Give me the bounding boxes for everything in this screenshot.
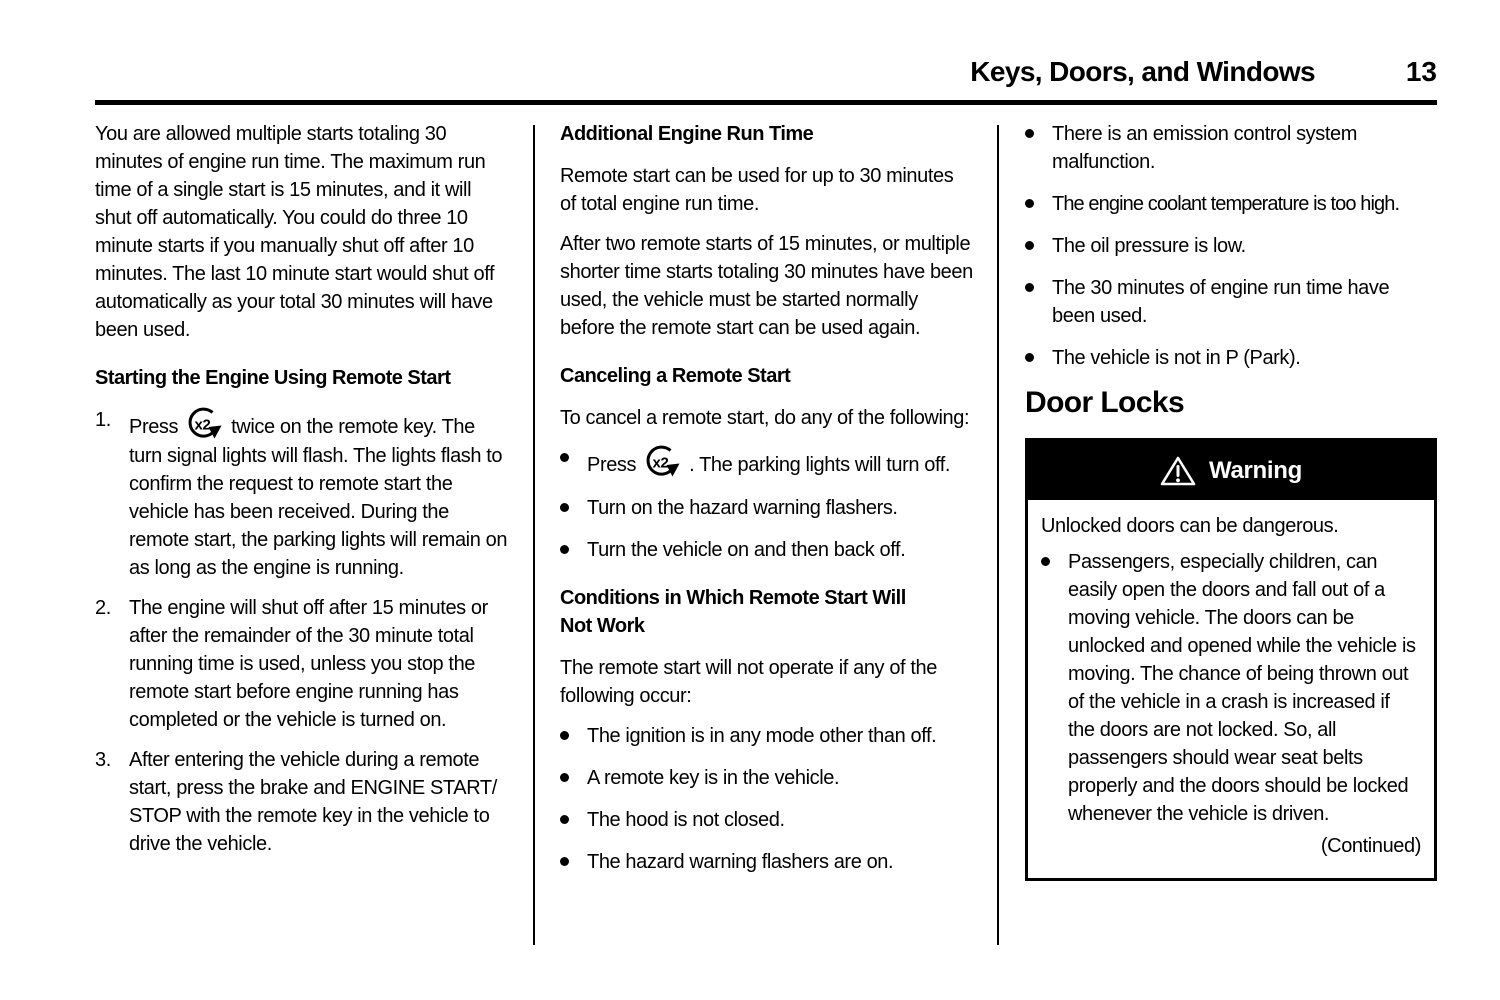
step-text: After entering the vehicle during a remote start, press the brake and ENGINE START/ STOP with the remote key in the vehicle to drive the vehicle. [129,749,497,855]
bullet-icon [560,815,569,824]
list-item [560,848,973,876]
column-divider [997,125,999,945]
warning-box [1025,438,1437,881]
list-item [560,806,973,834]
svg-text:x2: x2 [194,416,211,434]
bullet-text: There is an emission control system malfunction. [1052,123,1358,173]
paragraph: The remote start will not operate if any of the following occur: [560,657,937,707]
warning-triangle-icon [1160,455,1196,487]
list-item [1041,548,1421,828]
remote-start-x2-icon [642,444,684,480]
bullet-text: The oil pressure is low. [1052,235,1246,257]
numbered-step [95,594,510,734]
svg-text:x2: x2 [652,454,669,472]
list-item [560,444,973,480]
bullet-text: The vehicle is not in P (Park). [1052,347,1301,369]
step-text [129,406,510,582]
bullet-text: A remote key is in the vehicle. [587,767,840,789]
bullet-icon [560,731,569,740]
step-text: The engine will shut off after 15 minutes or after the remainder of the 30 minute total running time is used, unless you stop the remote start before engine running has completed or the vehicle is turned on. [129,597,488,731]
step-text-segment: twice on the remote key. The turn signal lights will flash. The lights flash to confirm the request to remote start the vehicle has been received. During the remote start, the parking lights will remain on as long as the engine is running. [129,416,508,579]
column-2 [560,120,973,890]
list-item [560,764,973,792]
bullet-icon [1041,557,1050,566]
column-divider [533,125,535,945]
page-number: 13 [1405,56,1437,87]
bullet-text [587,444,973,480]
section-heading-conditions: Conditions in Which Remote Start Will Not Work [560,587,906,637]
continued-label: (Continued) [1320,835,1421,857]
section-heading-remote-start: Starting the Engine Using Remote Start [95,367,451,389]
column-3 [1025,120,1437,881]
list-item [560,536,973,564]
warning-intro: Unlocked doors can be dangerous. [1041,515,1339,537]
bullet-text-segment: . The parking lights will turn off. [689,454,951,476]
bullet-text: The hood is not closed. [587,809,785,831]
paragraph: To cancel a remote start, do any of the following: [560,407,970,429]
remote-start-x2-icon [184,406,226,442]
list-item [1025,232,1437,260]
bullet-text: The hazard warning flashers are on. [587,851,894,873]
bullet-text: The 30 minutes of engine run time have been used. [1052,277,1390,327]
bullet-text: The engine coolant temperature is too high. [1052,193,1400,215]
bullet-text: Turn the vehicle on and then back off. [587,539,906,561]
step-number: 2. [95,597,111,619]
list-item [560,494,973,522]
paragraph: After two remote starts of 15 minutes, or multiple shorter time starts totaling 30 minutes have been used, the vehicle must be started normally before the remote start can be used again. [560,233,973,339]
step-text-segment: Press [129,416,179,438]
bullet-text-segment: Press [587,454,637,476]
list-item [560,722,973,750]
warning-box-header [1028,441,1434,500]
bullet-text: Turn on the hazard warning flashers. [587,497,898,519]
section-heading-canceling: Canceling a Remote Start [560,365,791,387]
step-number: 3. [95,749,111,771]
step-number: 1. [95,409,111,431]
bullet-text: The ignition is in any mode other than off. [587,725,937,747]
warning-title: Warning [1209,456,1302,484]
list-item [1025,190,1437,218]
section-heading-door-locks: Door Locks [1025,386,1185,419]
bullet-icon [1025,241,1034,250]
bullet-icon [560,857,569,866]
header-rule [95,100,1437,105]
bullet-icon [560,773,569,782]
bullet-icon [1025,283,1034,292]
list-item [1025,344,1437,372]
numbered-step [95,746,510,858]
bullet-icon [1025,199,1034,208]
bullet-icon [560,453,569,462]
column-1 [95,120,510,870]
list-item [1025,274,1437,330]
warning-box-body [1028,500,1434,878]
bullet-icon [560,545,569,554]
bullet-icon [1025,129,1034,138]
paragraph: Remote start can be used for up to 30 minutes of total engine run time. [560,165,954,215]
list-item [1025,120,1437,176]
section-heading-additional-run-time: Additional Engine Run Time [560,123,814,145]
intro-paragraph: You are allowed multiple starts totaling 30 minutes of engine run time. The maximum run time of a single start is 15 minutes, and it will shut off automatically. You could do three 10 minute starts if you manually shut off after 10 minutes. The last 10 minute start would shut off automatically as your total 30 minutes will have been used. [95,123,495,341]
bullet-text: Passengers, especially children, can easily open the doors and fall out of a moving vehicle. The doors can be unlocked and opened while the vehicle is moving. The chance of being thrown out of the vehicle in a crash is increased if the doors are not locked. So, all passengers should wear seat belts properly and the doors should be locked whenever the vehicle is driven. [1068,551,1416,825]
page-header-title: Keys, Doors, and Windows [970,56,1315,87]
numbered-step [95,406,510,582]
bullet-icon [560,503,569,512]
bullet-icon [1025,353,1034,362]
